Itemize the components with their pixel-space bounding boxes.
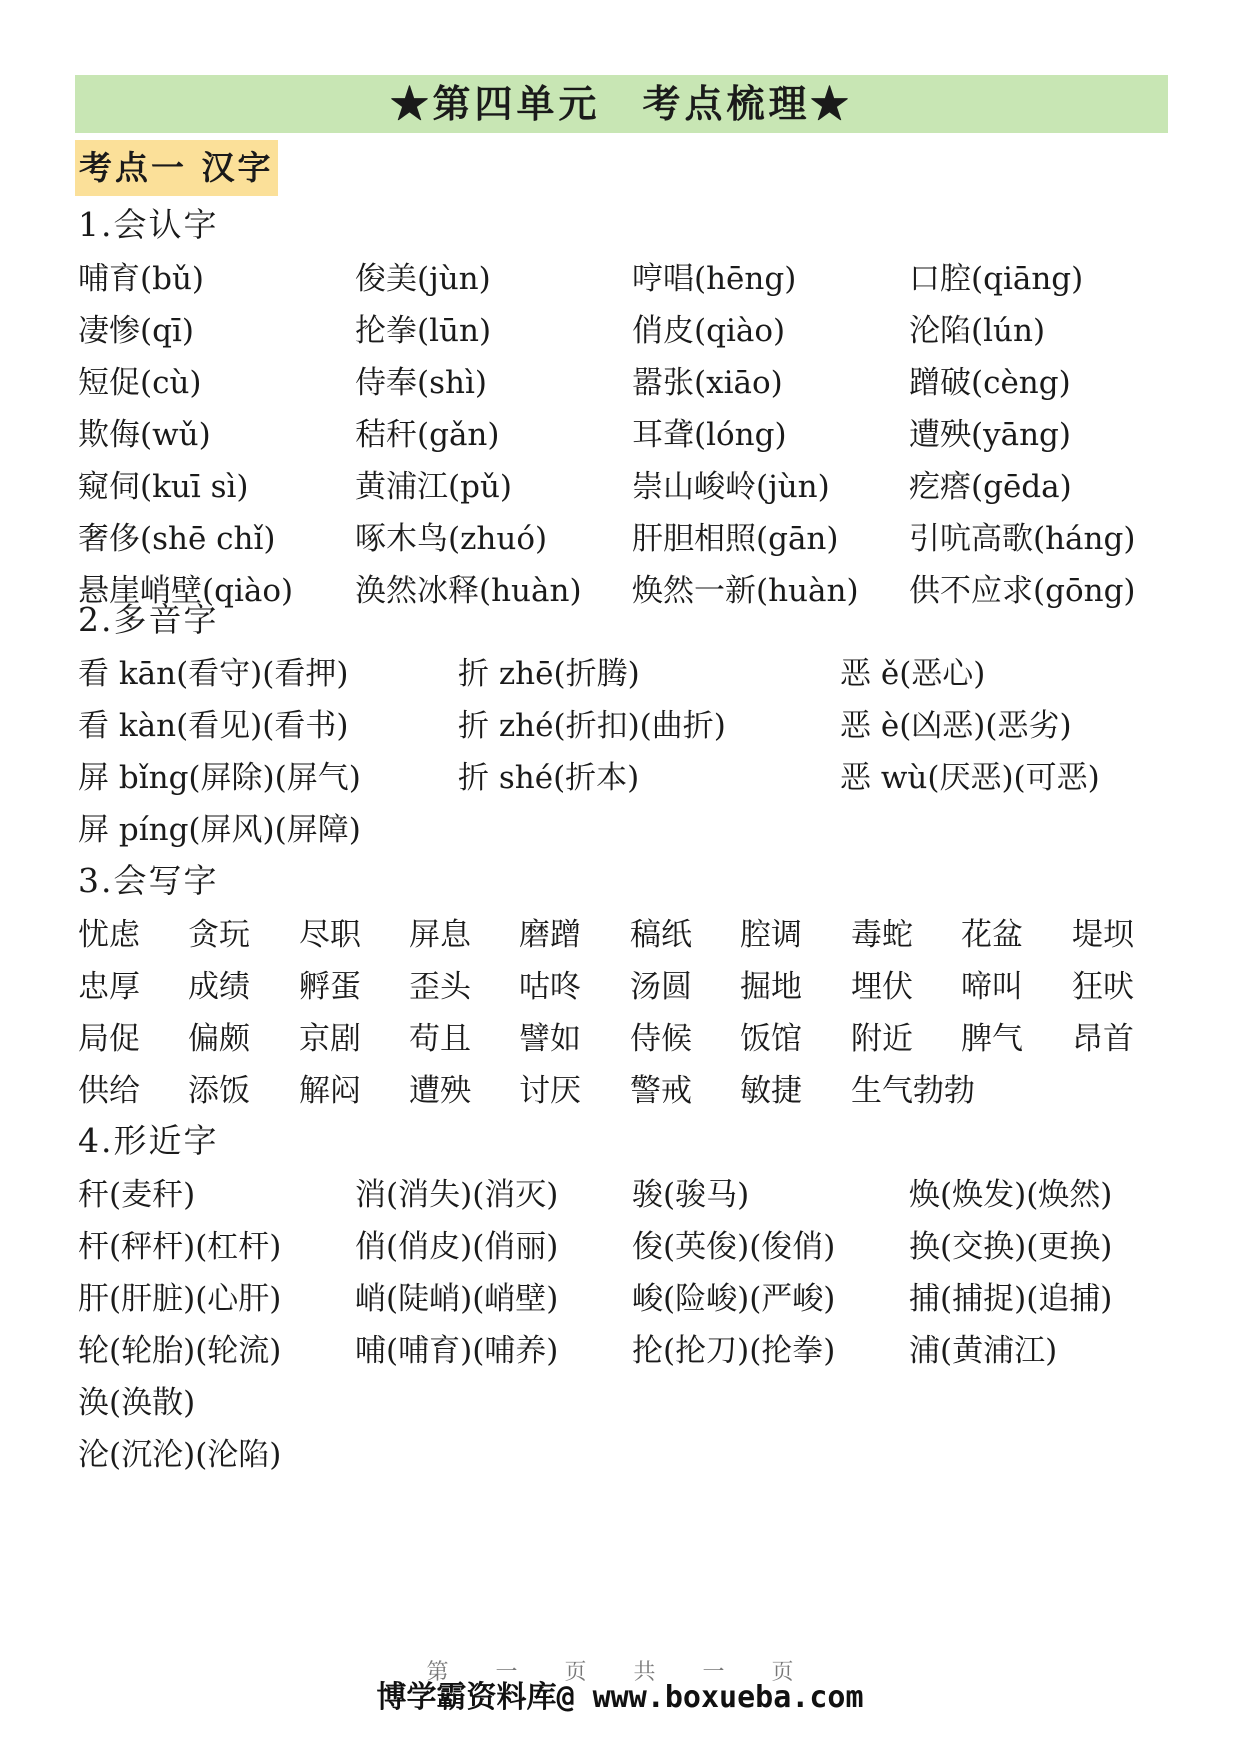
duoyin-entry: 恶 è(凶恶)(恶劣) (840, 708, 1072, 744)
renzi-word: 啄木鸟(zhuó) (355, 521, 548, 557)
xiezi-word: 尽职 (299, 917, 361, 953)
renzi-word: 俊美(jùn) (355, 261, 491, 297)
xiezi-word: 京剧 (299, 1021, 361, 1057)
xiezi-word: 狂吠 (1072, 969, 1134, 1005)
section-renzi-label: 1.会认字 (78, 205, 219, 244)
renzi-word: 崇山峻岭(jùn) (632, 469, 830, 505)
renzi-word: 哺育(bǔ) (78, 261, 204, 297)
xiezi-word: 毒蛇 (851, 917, 913, 953)
xiezi-word: 苟且 (409, 1021, 471, 1057)
renzi-word: 悬崖峭壁(qiào) (78, 573, 294, 609)
renzi-word: 耳聋(lóng) (632, 417, 787, 453)
xingjin-entry: 骏(骏马) (632, 1177, 750, 1213)
xiezi-word: 添饭 (188, 1073, 250, 1109)
xiezi-word: 脾气 (961, 1021, 1023, 1057)
xiezi-word: 歪头 (409, 969, 471, 1005)
xiezi-word: 屏息 (409, 917, 471, 953)
xiezi-word: 供给 (78, 1073, 140, 1109)
xiezi-word: 腔调 (740, 917, 802, 953)
section-xingjin-label: 4.形近字 (78, 1121, 219, 1160)
renzi-word: 俏皮(qiào) (632, 313, 786, 349)
xiezi-word: 埋伏 (851, 969, 913, 1005)
xingjin-entry: 峭(陡峭)(峭壁) (355, 1281, 559, 1317)
kaodian-heading: 考点一 汉字 (75, 140, 278, 196)
duoyin-entry: 折 zhē(折腾) (458, 656, 640, 692)
xiezi-word: 讨厌 (519, 1073, 581, 1109)
renzi-word: 疙瘩(gēda) (909, 469, 1072, 505)
xingjin-entry: 沦(沉沦)(沦陷) (78, 1437, 282, 1473)
footer-watermark: 博学霸资料库@ www.boxueba.com (376, 1680, 864, 1715)
xiezi-word: 偏颇 (188, 1021, 250, 1057)
renzi-word: 窥伺(kuī sì) (78, 469, 249, 505)
renzi-word: 肝胆相照(gān) (632, 521, 839, 557)
xiezi-word: 譬如 (519, 1021, 581, 1057)
renzi-word: 沦陷(lún) (909, 313, 1046, 349)
renzi-word: 嚣张(xiāo) (632, 365, 783, 401)
xingjin-entry: 捕(捕捉)(追捕) (909, 1281, 1113, 1317)
xingjin-entry: 峻(险峻)(严峻) (632, 1281, 836, 1317)
xiezi-word: 成绩 (188, 969, 250, 1005)
section-duoyin-label: 2.多音字 (78, 600, 219, 639)
renzi-word: 蹭破(cèng) (909, 365, 1071, 401)
renzi-word: 黄浦江(pǔ) (355, 469, 512, 505)
renzi-word: 侍奉(shì) (355, 365, 487, 401)
duoyin-entry: 屏 píng(屏风)(屏障) (78, 812, 361, 848)
xiezi-word: 汤圆 (630, 969, 692, 1005)
xiezi-word: 贪玩 (188, 917, 250, 953)
renzi-word: 口腔(qiāng) (909, 261, 1084, 297)
xiezi-word: 警戒 (630, 1073, 692, 1109)
xingjin-entry: 秆(麦秆) (78, 1177, 196, 1213)
duoyin-entry: 折 shé(折本) (458, 760, 640, 796)
xingjin-entry: 肝(肝脏)(心肝) (78, 1281, 282, 1317)
renzi-word: 奢侈(shē chǐ) (78, 521, 276, 557)
duoyin-entry: 恶 ě(恶心) (840, 656, 986, 692)
xiezi-word: 花盆 (961, 917, 1023, 953)
xiezi-word: 掘地 (740, 969, 802, 1005)
xiezi-word: 解闷 (299, 1073, 361, 1109)
xiezi-word: 遭殃 (409, 1073, 471, 1109)
duoyin-entry: 屏 bǐng(屏除)(屏气) (78, 760, 361, 796)
xiezi-word: 咕咚 (519, 969, 581, 1005)
xiezi-word: 啼叫 (961, 969, 1023, 1005)
duoyin-entry: 看 kàn(看见)(看书) (78, 708, 349, 744)
xingjin-entry: 杆(秤杆)(杠杆) (78, 1229, 282, 1265)
renzi-word: 涣然冰释(huàn) (355, 573, 582, 609)
xiezi-word: 生气勃勃 (851, 1073, 975, 1109)
xingjin-entry: 涣(涣散) (78, 1385, 196, 1421)
renzi-word: 哼唱(hēng) (632, 261, 797, 297)
xingjin-entry: 俊(英俊)(俊俏) (632, 1229, 836, 1265)
xiezi-word: 局促 (78, 1021, 140, 1057)
renzi-word: 欺侮(wǔ) (78, 417, 211, 453)
xiezi-word: 敏捷 (740, 1073, 802, 1109)
xiezi-word: 昂首 (1072, 1021, 1134, 1057)
xiezi-word: 堤坝 (1072, 917, 1134, 953)
duoyin-entry: 看 kān(看守)(看押) (78, 656, 349, 692)
renzi-word: 短促(cù) (78, 365, 202, 401)
page-number: 第 一 页 共 一 页 (426, 1660, 814, 1685)
renzi-word: 供不应求(gōng) (909, 573, 1136, 609)
renzi-word: 遭殃(yāng) (909, 417, 1071, 453)
renzi-word: 抡拳(lūn) (355, 313, 492, 349)
xingjin-entry: 焕(焕发)(焕然) (909, 1177, 1113, 1213)
xingjin-entry: 哺(哺育)(哺养) (355, 1333, 559, 1369)
duoyin-entry: 折 zhé(折扣)(曲折) (458, 708, 726, 744)
page-title: ★第四单元 考点梳理★ (75, 75, 1168, 133)
xiezi-word: 忧虑 (78, 917, 140, 953)
xingjin-entry: 换(交换)(更换) (909, 1229, 1113, 1265)
xingjin-entry: 抡(抡刀)(抡拳) (632, 1333, 836, 1369)
xiezi-word: 侍候 (630, 1021, 692, 1057)
section-xiezi-label: 3.会写字 (78, 861, 219, 900)
renzi-word: 焕然一新(huàn) (632, 573, 859, 609)
renzi-word: 秸秆(gǎn) (355, 417, 500, 453)
xingjin-entry: 俏(俏皮)(俏丽) (355, 1229, 559, 1265)
xiezi-word: 饭馆 (740, 1021, 802, 1057)
xingjin-entry: 浦(黄浦江) (909, 1333, 1058, 1369)
renzi-word: 凄惨(qī) (78, 313, 194, 349)
xiezi-word: 稿纸 (630, 917, 692, 953)
xingjin-entry: 消(消失)(消灭) (355, 1177, 559, 1213)
duoyin-entry: 恶 wù(厌恶)(可恶) (840, 760, 1100, 796)
xiezi-word: 附近 (851, 1021, 913, 1057)
xiezi-word: 忠厚 (78, 969, 140, 1005)
xingjin-entry: 轮(轮胎)(轮流) (78, 1333, 282, 1369)
xiezi-word: 孵蛋 (299, 969, 361, 1005)
renzi-word: 引吭高歌(háng) (909, 521, 1136, 557)
xiezi-word: 磨蹭 (519, 917, 581, 953)
